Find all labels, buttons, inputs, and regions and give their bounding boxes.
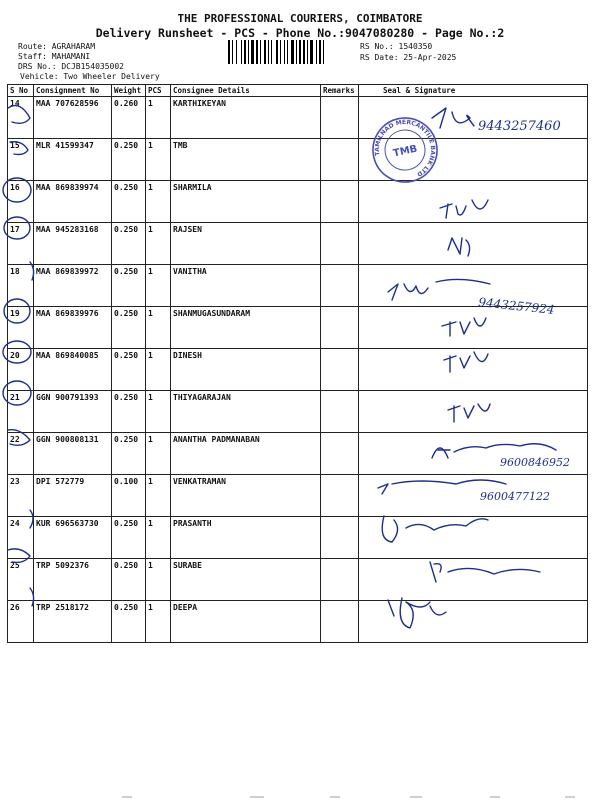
consignment-cell: MAA 869840085 <box>34 349 112 391</box>
barcode-bar <box>307 40 308 64</box>
signature-cell <box>359 265 588 307</box>
stamp-center-text: TMB <box>392 143 419 160</box>
consignment-cell: KUR 696563730 <box>34 517 112 559</box>
barcode-bar <box>232 40 233 64</box>
table-row <box>8 265 588 307</box>
consignee-cell: THIYAGARAJAN <box>171 391 321 433</box>
consignment-cell: MLR 41599347 <box>34 139 112 181</box>
table-row <box>8 475 588 517</box>
remarks-cell <box>321 223 359 265</box>
delivery-table <box>7 84 588 643</box>
table-row <box>8 97 588 139</box>
pcs-cell: 1 <box>146 559 171 601</box>
sno-cell: 14 <box>8 97 34 139</box>
sno-cell: 26 <box>8 601 34 643</box>
phone-row22: 9600846952 <box>500 456 570 469</box>
col-header-weight: Weight <box>112 85 146 97</box>
consignment-cell: MAA 869839972 <box>34 265 112 307</box>
sno-cell: 23 <box>8 475 34 517</box>
pcs-cell: 1 <box>146 223 171 265</box>
weight-cell: 0.250 <box>112 433 146 475</box>
consignee-cell: KARTHIKEYAN <box>171 97 321 139</box>
barcode-bar <box>319 40 321 64</box>
pcs-cell: 1 <box>146 433 171 475</box>
barcode-bar <box>244 40 246 64</box>
phone-row23: 9600477122 <box>480 490 550 503</box>
consignment-cell: MAA 707628596 <box>34 97 112 139</box>
remarks-cell <box>321 517 359 559</box>
barcode-bar <box>299 40 301 64</box>
consignee-cell: VANITHA <box>171 265 321 307</box>
barcode-bar <box>260 40 261 64</box>
sno-cell: 21 <box>8 391 34 433</box>
barcode-bar <box>303 40 305 64</box>
sno-cell: 18 <box>8 265 34 307</box>
consignment-cell: TRP 2518172 <box>34 601 112 643</box>
rs-number: RS No.: 1540350 <box>360 42 433 51</box>
signature-cell <box>359 97 588 139</box>
consignee-cell: SURABE <box>171 559 321 601</box>
barcode-bar <box>323 40 324 64</box>
staff-label: Staff: MAHAMANI <box>18 52 91 61</box>
consignee-cell: SHANMUGASUNDARAM <box>171 307 321 349</box>
col-header-sno: S No <box>8 85 34 97</box>
drs-number: DRS No.: DCJB154035002 <box>18 62 124 71</box>
scan-artifacts <box>0 784 600 800</box>
rs-date: RS Date: 25-Apr-2025 <box>360 53 457 62</box>
consignment-cell: TRP 5092376 <box>34 559 112 601</box>
weight-cell: 0.250 <box>112 517 146 559</box>
signature-cell <box>359 517 588 559</box>
sno-cell: 16 <box>8 181 34 223</box>
barcode-bar <box>228 40 230 64</box>
weight-cell: 0.250 <box>112 391 146 433</box>
barcode-bar <box>280 40 281 64</box>
remarks-cell <box>321 181 359 223</box>
consignee-cell: ANANTHA PADMANABAN <box>171 433 321 475</box>
weight-cell: 0.250 <box>112 601 146 643</box>
table-header-row <box>8 85 588 97</box>
table-row <box>8 433 588 475</box>
barcode-bar <box>236 40 237 64</box>
barcode-bar <box>276 40 278 64</box>
table-row <box>8 517 588 559</box>
stamp-ring-text: TAMILNAD MERCANTILE BANK LTD <box>373 118 437 178</box>
signature-cell <box>359 223 588 265</box>
pcs-cell: 1 <box>146 475 171 517</box>
pcs-cell: 1 <box>146 601 171 643</box>
weight-cell: 0.250 <box>112 559 146 601</box>
consignee-cell: PRASANTH <box>171 517 321 559</box>
signature-cell <box>359 181 588 223</box>
weight-cell: 0.260 <box>112 97 146 139</box>
col-header-consignee: Consignee Details <box>171 85 321 97</box>
route-label: Route: AGRAHARAM <box>18 42 96 51</box>
pcs-cell: 1 <box>146 265 171 307</box>
pcs-cell: 1 <box>146 181 171 223</box>
weight-cell: 0.250 <box>112 223 146 265</box>
sno-cell: 22 <box>8 433 34 475</box>
barcode-bar <box>291 40 294 64</box>
col-header-signature: Seal & Signature <box>359 85 588 97</box>
barcode-bar <box>296 40 297 64</box>
barcode-bar <box>241 40 242 64</box>
barcode-bar <box>251 40 254 64</box>
sno-cell: 24 <box>8 517 34 559</box>
pcs-cell: 1 <box>146 307 171 349</box>
remarks-cell <box>321 307 359 349</box>
sno-cell: 17 <box>8 223 34 265</box>
consignment-cell: MAA 869839974 <box>34 181 112 223</box>
col-header-pcs: PCS <box>146 85 171 97</box>
sno-cell: 25 <box>8 559 34 601</box>
remarks-cell <box>321 475 359 517</box>
consignee-cell: DINESH <box>171 349 321 391</box>
weight-cell: 0.250 <box>112 349 146 391</box>
table-row <box>8 559 588 601</box>
weight-cell: 0.100 <box>112 475 146 517</box>
signature-cell <box>359 307 588 349</box>
consignee-cell: SHARMILA <box>171 181 321 223</box>
signature-cell <box>359 475 588 517</box>
signature-cell <box>359 349 588 391</box>
pcs-cell: 1 <box>146 517 171 559</box>
barcode <box>228 40 352 64</box>
barcode-bar <box>271 40 272 64</box>
barcode-bar <box>268 40 269 64</box>
consignment-cell: GGN 900791393 <box>34 391 112 433</box>
barcode-bar <box>248 40 249 64</box>
table-row <box>8 181 588 223</box>
remarks-cell <box>321 139 359 181</box>
consignment-cell: MAA 869839976 <box>34 307 112 349</box>
barcode-bar <box>287 40 288 64</box>
signature-cell <box>359 559 588 601</box>
weight-cell: 0.250 <box>112 265 146 307</box>
consignee-cell: VENKATRAMAN <box>171 475 321 517</box>
sno-cell: 19 <box>8 307 34 349</box>
consignee-cell: RAJSEN <box>171 223 321 265</box>
remarks-cell <box>321 601 359 643</box>
weight-cell: 0.250 <box>112 307 146 349</box>
barcode-bar <box>316 40 317 64</box>
table-row <box>8 223 588 265</box>
weight-cell: 0.250 <box>112 139 146 181</box>
signature-cell <box>359 601 588 643</box>
barcode-bar <box>310 40 313 64</box>
phone-row18: 9443257924 <box>477 295 556 317</box>
pcs-cell: 1 <box>146 97 171 139</box>
phone-row14: 9443257460 <box>478 119 561 134</box>
barcode-bar <box>256 40 258 64</box>
table-row <box>8 601 588 643</box>
consignee-cell: DEEPA <box>171 601 321 643</box>
company-title: THE PROFESSIONAL COURIERS, COIMBATORE <box>177 12 423 25</box>
col-header-consignment: Consignment No <box>34 85 112 97</box>
consignee-cell: TMB <box>171 139 321 181</box>
sno-cell: 20 <box>8 349 34 391</box>
barcode-bar <box>284 40 285 64</box>
remarks-cell <box>321 559 359 601</box>
signature-cell <box>359 433 588 475</box>
remarks-cell <box>321 391 359 433</box>
consignment-cell: DPI 572779 <box>34 475 112 517</box>
pcs-cell: 1 <box>146 391 171 433</box>
table-row <box>8 391 588 433</box>
table-row <box>8 139 588 181</box>
col-header-remarks: Remarks <box>321 85 359 97</box>
remarks-cell <box>321 265 359 307</box>
remarks-cell <box>321 349 359 391</box>
pcs-cell: 1 <box>146 349 171 391</box>
barcode-bar <box>264 40 266 64</box>
runsheet-subtitle: Delivery Runsheet - PCS - Phone No.:9047080280 - Page No.:2 <box>95 26 505 40</box>
remarks-cell <box>321 97 359 139</box>
pcs-cell: 1 <box>146 139 171 181</box>
sno-cell: 15 <box>8 139 34 181</box>
vehicle-label: Vehicle: Two Wheeler Delivery <box>20 72 160 81</box>
signature-cell <box>359 139 588 181</box>
signature-cell <box>359 391 588 433</box>
weight-cell: 0.250 <box>112 181 146 223</box>
table-row <box>8 307 588 349</box>
table-row <box>8 349 588 391</box>
remarks-cell <box>321 433 359 475</box>
consignment-cell: GGN 900808131 <box>34 433 112 475</box>
consignment-cell: MAA 945283168 <box>34 223 112 265</box>
